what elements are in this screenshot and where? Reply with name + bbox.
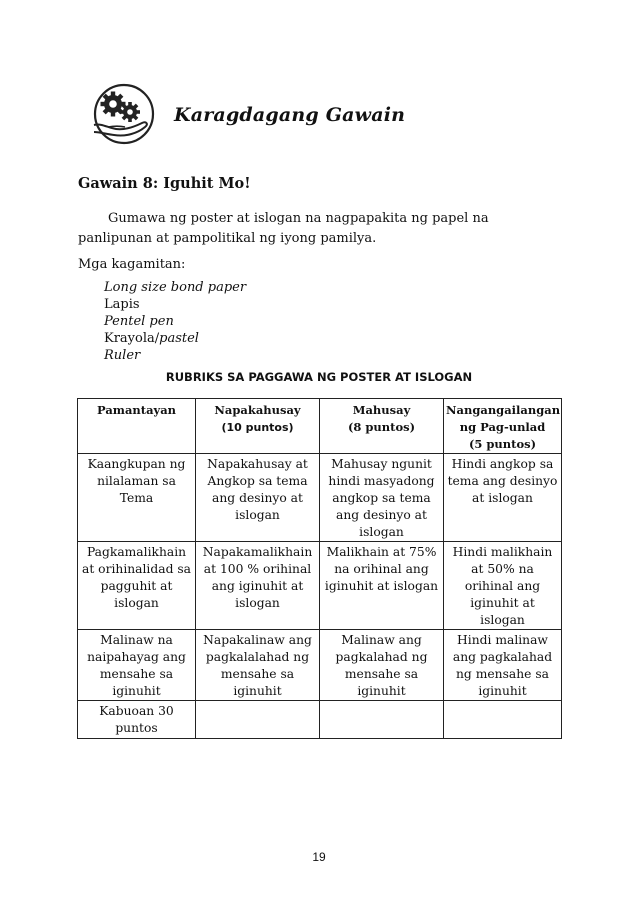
header-label: Pamantayan [96,403,177,417]
material-item: Lapis [104,297,140,312]
material-item-italic: pastel [159,331,199,346]
header-points: (5 puntos) [468,437,537,451]
material-item-plain: Krayola/ [104,331,160,346]
table-cell: Malinaw na naipahayag ang mensahe sa iginuhit [78,630,196,701]
table-cell: Kabuoan 30 puntos [78,701,196,739]
header-points: (10 puntos) [221,421,294,434]
table-cell: Napakamalikhain at 100 % orihinal ang iginuhit at islogan [196,542,320,630]
header-points: (8 puntos) [347,420,416,434]
table-cell [444,701,562,739]
material-item: Long size bond paper [104,280,247,295]
material-item: Ruler [104,348,141,363]
material-item [104,330,246,347]
table-cell: Mahusay ngunit hindi masyadong angkop sa tema ang desinyo at islogan [320,454,444,542]
header-cell [196,399,320,454]
material-item: Pentel pen [104,314,174,329]
header-label: Nangangailangan ng Pag-unlad [446,403,561,434]
header-cell [320,399,444,454]
header-label: Mahusay [352,403,411,417]
table-cell [320,701,444,739]
gears-in-hand-icon [84,82,164,146]
rubric-title: RUBRIKS SA PAGGAWA NG POSTER AT ISLOGAN [165,370,473,384]
table-cell: Hindi malikhain at 50% na orihinal ang iginuhit at islogan [444,542,562,630]
table-cell: Hindi malinaw ang pagkalahad ng mensahe sa iginuhit [444,630,562,701]
table-cell [196,701,320,739]
table-cell: Napakalinaw ang pagkalalahad ng mensahe sa iginuhit [196,630,320,701]
table-cell: Pagkamalikhain at orihinalidad sa pagguhit at islogan [78,542,196,630]
materials-list [104,279,246,364]
header-label: Napakahusay [214,403,301,417]
table-cell: Napakahusay at Angkop sa tema ang desinyo at islogan [196,454,320,542]
page-number: 19 [312,850,326,864]
materials-label: Mga kagamitan: [78,257,186,272]
table-cell: Hindi angkop sa tema ang desinyo at islogan [444,454,562,542]
table-cell: Kaangkupan ng nilalaman sa Tema [78,454,196,542]
header-cell [78,399,196,454]
rubric-table [77,398,562,739]
table-cell: Malinaw ang pagkalahad ng mensahe sa iginuhit [320,630,444,701]
activity-title: Gawain 8: Iguhit Mo! [78,175,251,192]
activity-instruction: Gumawa ng poster at islogan na nagpapakita ng papel na panlipunan at pampolitikal ng iyong pamilya. [78,211,489,246]
section-title: Karagdagang Gawain [174,104,406,126]
table-cell: Malikhain at 75% na orihinal ang iginuhit at islogan [320,542,444,630]
header-cell [444,399,562,454]
